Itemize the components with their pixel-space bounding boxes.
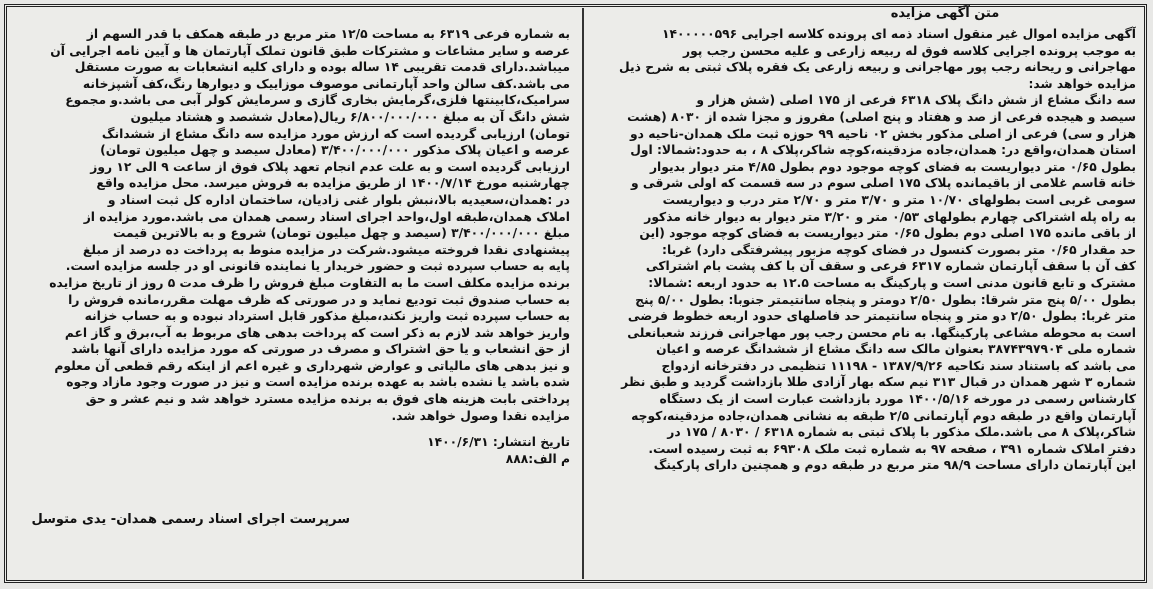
text-line: بطول ۵/۰۰ پنج متر شرقا: بطول ۲/۵۰ دومتر و پنجاه سانتیمتر جنوبا: بطول ۵/۰۰ پنج	[635, 292, 1136, 307]
text-line: برنده مزایده مکلف است ما به التفاوت مبلغ فروش را ظرف مدت ۵ روز از تاریخ مزایده	[49, 275, 570, 290]
text-line: املاک همدان،طبقه اول،واحد اجرای اسناد رسمی همدان می باشد.مورد مزایده از	[83, 209, 570, 224]
text-line: ارزیابی گردیده است و به علت عدم انجام تعهد پلاک فوق از ساعت ۹ الی ۱۲ روز	[90, 159, 570, 174]
text-line: به حساب سپرده ثبت واریز نکند،مبلغ مذکور قابل استرداد نبوده و به حساب خزانه	[84, 309, 570, 324]
text-line: سومی غربی است بطولهای ۱۰/۷۰ متر و ۳/۷۰ متر و ۲/۷۰ متر درب و دیواریست	[662, 192, 1136, 207]
right-column-text	[594, 26, 1136, 474]
text-line: کارشناس رسمی در مورخه ۱۴۰۰/۵/۱۶ مورد بازداشت عبارت است از یک دستگاه	[659, 392, 1136, 407]
reference-number: م الف:۸۸۸	[505, 451, 570, 466]
text-line: بطول ۰/۶۵ متر دیواریست به فضای کوچه موجود دوم بطول ۴/۸۵ متر دیوار بدیوار	[649, 159, 1136, 174]
text-line: استان همدان،واقع در: همدان،جاده مزدقینه،کوچه شاکر،پلاک ۸ ، به حدود:شمالا: اول	[630, 143, 1136, 158]
text-line: سرامیک،کابینتها فلزی،گرمایش بخاری گازی و سرمایش کولر آبی می باشد.و مجموع	[65, 93, 570, 108]
text-line: دفتر املاک شماره ۳۹۱ ، صفحه ۹۷ به شماره ثبت ملک ۶۹۳۰۸ به ثبت رسیده است.	[648, 441, 1136, 456]
notice-title: متن آگهی مزایده	[890, 6, 1000, 21]
text-line: شماره ملی ۳۸۷۴۳۹۷۹۰۴ بعنوان مالک سه دانگ مشاع از ششدانگ عرصه و اعیان	[656, 342, 1136, 357]
text-line: عرصه و اعیان پلاک مذکور ۳/۴۰۰/۰۰۰/۰۰۰ (معادل سیصد و چهل میلیون تومان)	[100, 143, 570, 158]
text-line: شش دانگ آن به مبلغ ۶/۸۰۰/۰۰۰/۰۰۰ ریال(معادل ششصد و هشتاد میلیون	[130, 109, 570, 124]
text-line: واریز خواهد شد لازم به ذکر است که پرداخت بدهی های مربوط به آب،برق و گاز اعم	[64, 325, 570, 340]
text-line: می باشد که باستناد سند نکاحیه ۱۳۸۷/۹/۲۶ - ۱۱۱۹۸ تنظیمی در دفترخانه ازدواج	[661, 358, 1136, 373]
text-line: آپارتمان واقع در طبقه دوم آپارتمانی ۲/۵ طبقه به نشانی همدان،جاده مزدقینه،کوچه	[631, 408, 1136, 423]
text-line: و نیز بدهی های مالیاتی و عوارض شهرداری و غیره اعم از اینکه رقم قطعی آن معلوم	[54, 358, 570, 373]
publish-date: تاریخ انتشار: ۱۴۰۰/۶/۳۱	[427, 435, 570, 449]
text-line: عرصه و سایر مشاعات و مشترکات طبق قانون تملک آپارتمان ها و آیین نامه اجرایی آن	[50, 43, 570, 58]
text-line: مزایده خواهد شد:	[1028, 76, 1136, 91]
text-line: آگهی مزایده اموال غیر منقول اسناد ذمه ای پرونده کلاسه اجرایی ۱۴۰۰۰۰۰۵۹۶	[662, 27, 1136, 41]
text-line: متر غربا: بطول ۲/۵۰ دو متر و پنجاه سانتیمتر حد فاصلهای حدود اربعه خطوط فرضی	[627, 309, 1136, 324]
text-line: مهاجرانی و ریحانه رجب پور مهاجرانی و ربیعه زارعی یک فقره پلاک ثبتی به شرح ذیل	[619, 60, 1136, 75]
text-line: در :همدان،سعیدیه بالا،نبش بلوار غنی زادیان، ساختمان اداره کل ثبت اسناد و	[107, 192, 570, 207]
text-line: خانه قاسم غلامی از باقیمانده پلاک ۱۷۵ اصلی سوم در سه قسمت که اولی شرقی و	[630, 176, 1136, 191]
text-line: چهارشنبه مورخ ۱۴۰۰/۷/۱۴ از طریق مزایده به فروش میرسد. محل مزایده واقع	[96, 176, 570, 191]
text-line: مزایده نقدا وصول خواهد شد.	[391, 408, 570, 423]
text-line: به موجب پرونده اجرایی کلاسه فوق له ربیعه زارعی و علیه محسن رجب پور	[683, 43, 1136, 58]
text-line: هزار و سی) فرعی از اصلی مذکور بخش ۰۲ ناحیه ۹۹ حوزه ثبت ملک همدان-ناحیه دو	[629, 126, 1136, 141]
text-line: می باشد.کف سالن واحد آپارتمانی موصوف موزاییک و دیوارها رنگ،کف آشپزخانه	[82, 76, 570, 91]
text-line: پایه به حساب سپرده ثبت و حضور خریدار یا نماینده قانونی او در جلسه مزایده است.	[65, 259, 570, 274]
text-line: میباشد.دارای قدمت تقریبی ۱۴ ساله بوده و دارای کلیه انشعابات به صورت مستقل	[74, 60, 570, 75]
publish-info	[340, 434, 570, 467]
text-line: حد مقدار ۰/۶۵ متر بصورت کنسول در فضای کوچه مزبور پیشرفتگی دارد) غربا:	[662, 242, 1136, 257]
text-line: از حق انشعاب و یا حق اشتراک و مصرف در صورتی که مورد مزایده دارای آنها باشد	[71, 342, 570, 357]
text-line: به شماره فرعی ۶۳۱۹ به مساحت ۱۲/۵ متر مربع در طبقه همکف با قدر السهم از	[86, 27, 570, 41]
text-line: مشترک و تابع قانون مدنی است و پارکینگ به مساحت ۱۲.۵ به حدود اربعه :شمالا:	[648, 275, 1136, 290]
text-line: پرداختی بابت هزینه های فوق به برنده مزایده مسترد خواهد شد و نیم عشر و حق	[85, 392, 570, 407]
signature-line: سرپرست اجرای اسناد رسمی همدان- یدی متوسل	[31, 512, 350, 527]
text-line: به حساب صندوق ثبت تودیع نماید و در صورتی که ظرف مهلت مقرر،مانده فروش را	[68, 292, 570, 307]
text-line: شده باشد یا نشده باشد به عهده برنده مزایده است و نیز در صورت وجود مازاد وجوه	[66, 375, 570, 390]
text-line: این آپارتمان دارای مساحت ۹۸/۹ متر مربع در طبقه دوم و همچنین دارای پارکینگ	[653, 458, 1136, 473]
text-line: سیصد و هیجده فرعی از صد و هفتاد و پنج اصلی) مفروز و مجزا شده از ۸۰۳۰ (هشت	[627, 109, 1136, 124]
text-line: شاکر،پلاک ۸ می باشد.ملک مذکور با پلاک ثبتی به شماره ۶۳۱۸ / ۸۰۳۰ / ۱۷۵ در	[667, 425, 1136, 440]
text-line: سه دانگ مشاع از شش دانگ پلاک ۶۳۱۸ فرعی از ۱۷۵ اصلی (شش هزار و	[696, 93, 1136, 108]
text-line: شماره ۳ شهر همدان در قبال ۳۱۳ نیم سکه بهار آزادی طلا بازداشت گردید و طبق نظر	[621, 375, 1136, 390]
text-line: کف آن با سقف آپارتمان شماره ۶۳۱۷ فرعی و سقف آن با کف پشت بام اشتراکی	[645, 259, 1136, 274]
text-line: مبلغ ۳/۴۰۰/۰۰۰/۰۰۰ (سیصد و چهل میلیون تومان) شروع و به بالاترین قیمت	[113, 226, 570, 241]
text-line: است به محوطه مشاعی پارکینگها. به نام محسن رجب پور مهاجرانی فرزند شعبانعلی	[627, 325, 1136, 340]
left-column-text	[14, 26, 570, 424]
text-line: به راه پله اشتراکی چهارم بطولهای ۰/۵۳ متر و ۳/۲۰ متر دیوار به دیوار خانه مذکور	[644, 209, 1136, 224]
text-line: پیشنهادی نقدا فروخته میشود.شرکت در مزایده منوط به پرداخت ده درصد از مبلغ	[82, 242, 570, 257]
column-divider	[582, 8, 584, 579]
text-line: تومان) ارزیابی گردیده است که ارزش مورد مزایده سه دانگ مشاع از ششدانگ	[101, 126, 570, 141]
text-line: از باقی مانده ۱۷۵ اصلی دوم بطول ۰/۶۵ متر دیواریست به فضای کوچه موجود (این	[639, 226, 1136, 241]
